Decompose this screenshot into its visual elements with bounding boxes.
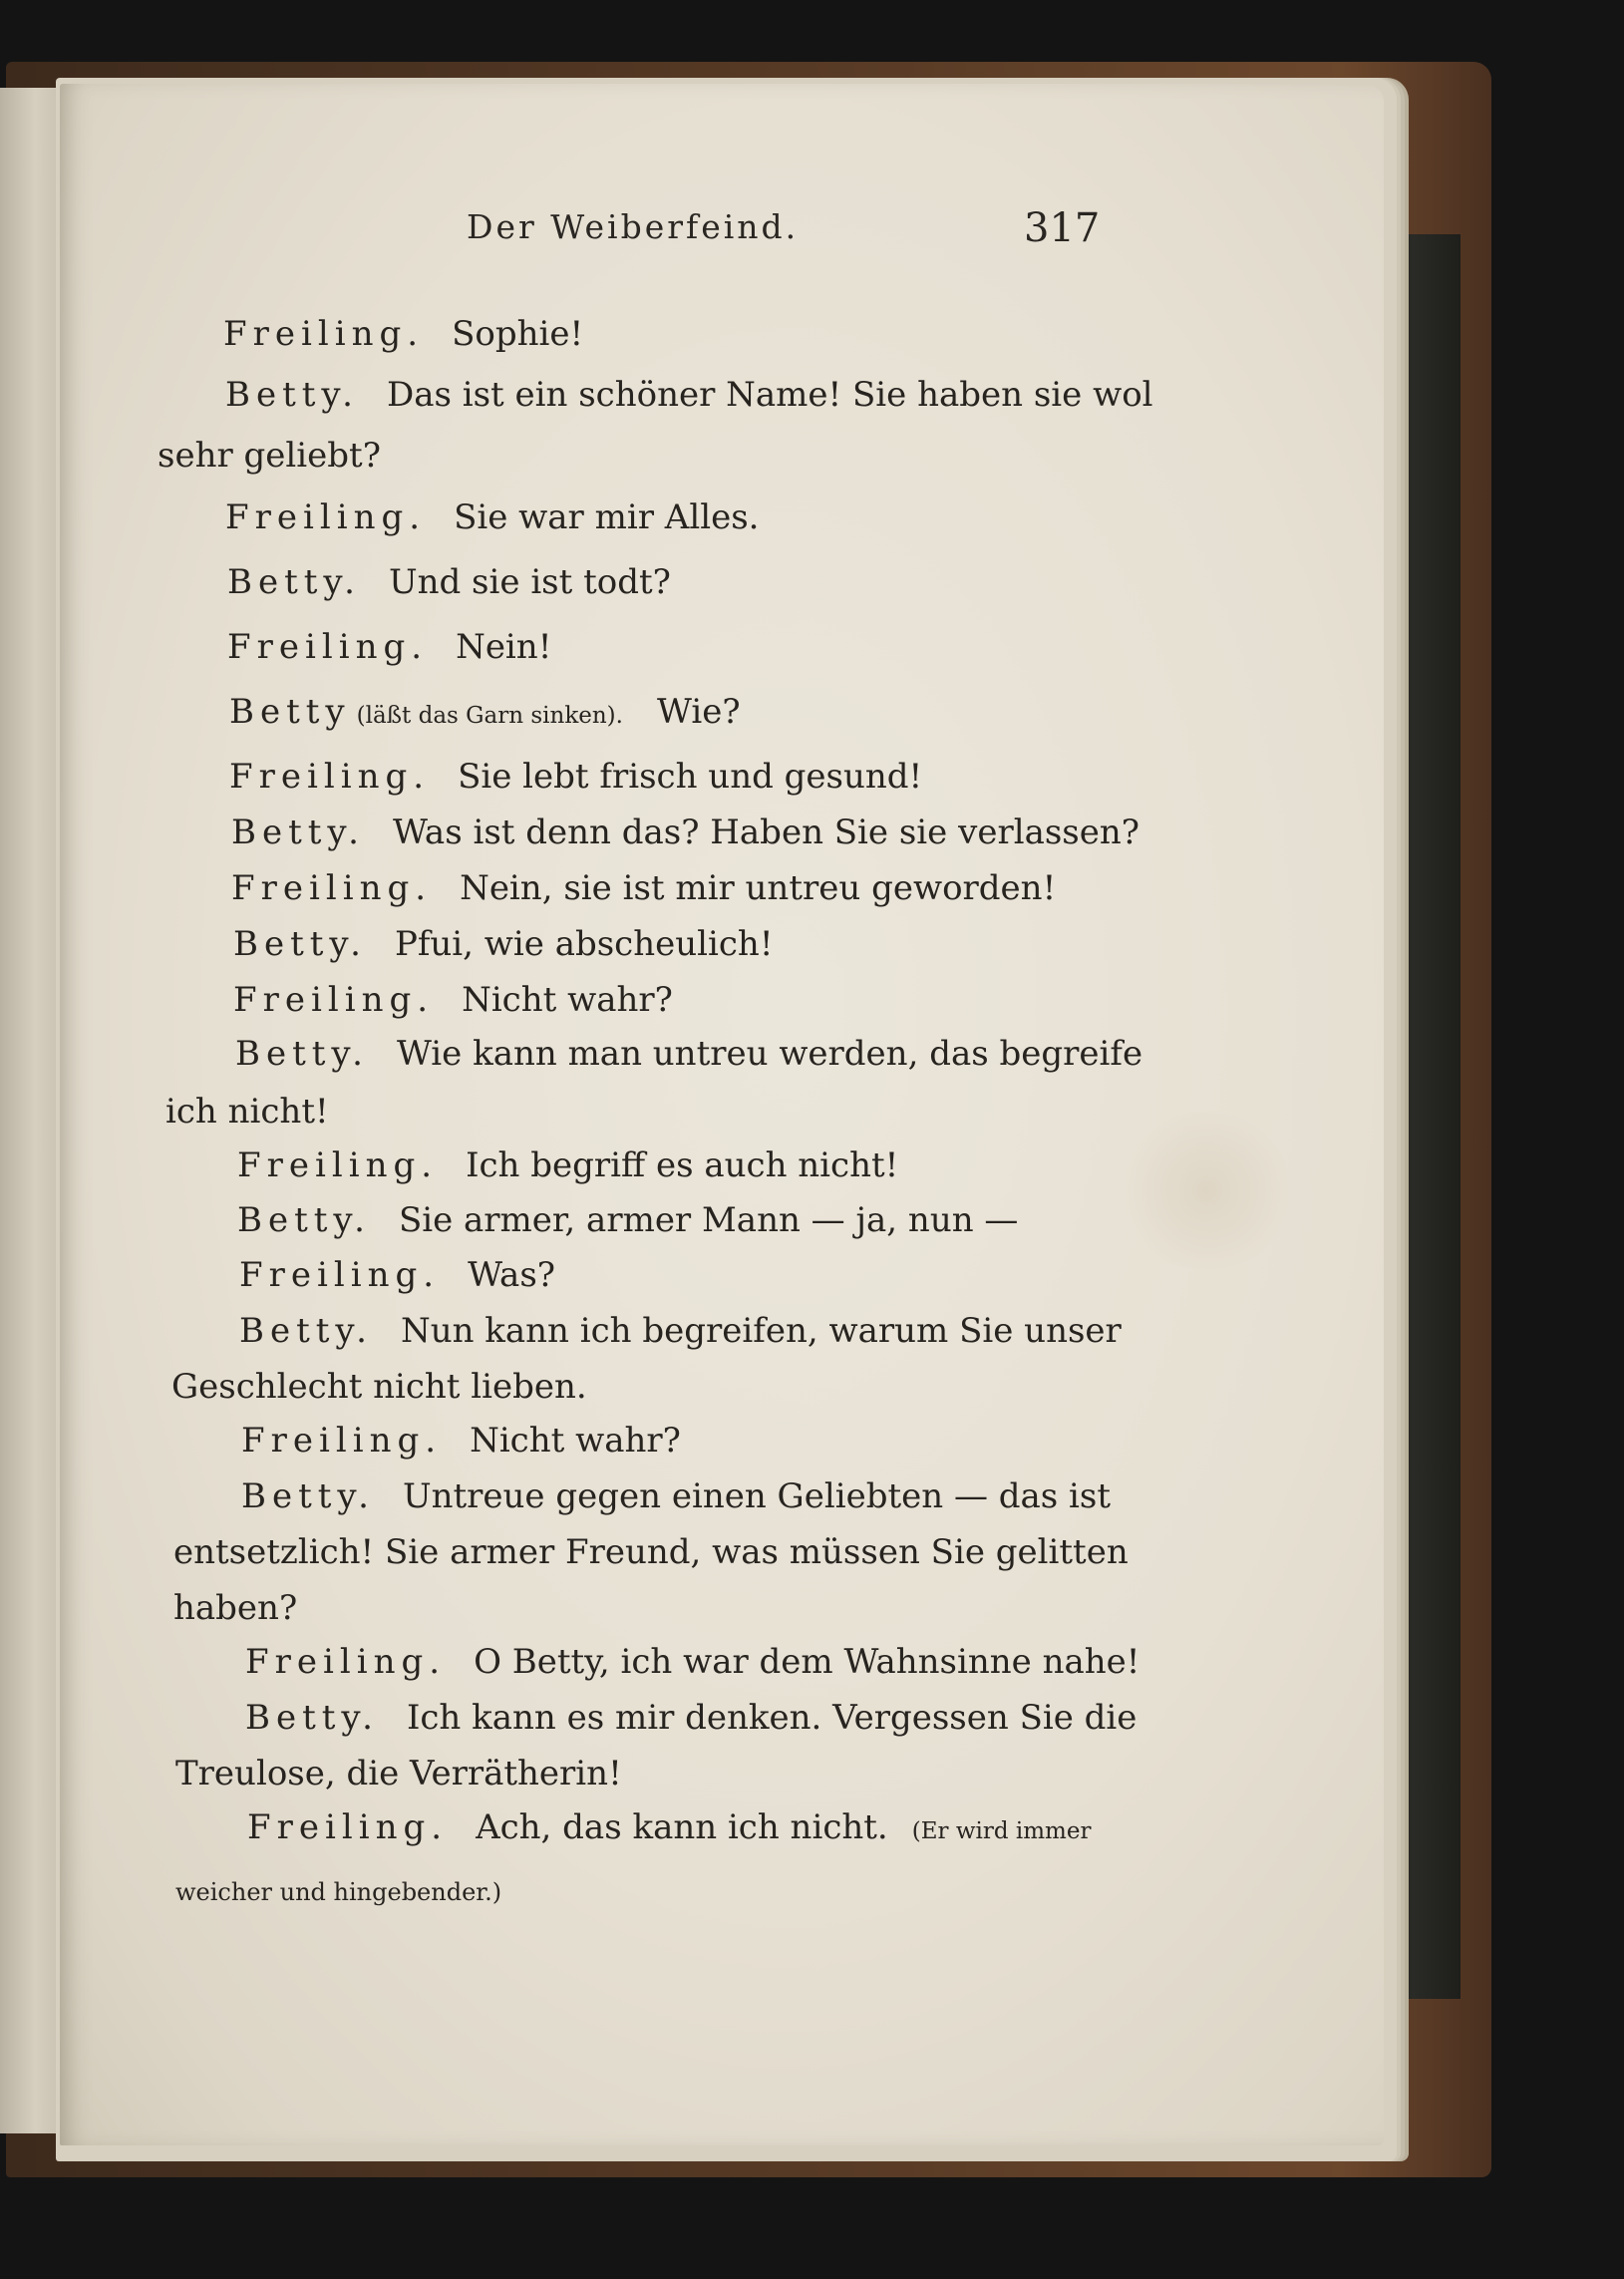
text-line — [173, 1532, 1129, 1572]
text-line — [241, 1421, 681, 1461]
speech-text: Treulose, die Verrätherin! — [175, 1754, 622, 1793]
text-line — [229, 757, 923, 797]
speech-text: Nein, sie ist mir untreu geworden! — [460, 868, 1057, 908]
speaker-name: Freiling. — [229, 757, 431, 797]
speaker-name: Freiling. — [225, 497, 427, 537]
stage-direction: (läßt das Garn sinken). — [356, 703, 623, 729]
speech-text: Untreue gegen einen Geliebten — das ist — [402, 1476, 1112, 1516]
text-line — [223, 314, 584, 354]
text-line — [165, 1092, 329, 1132]
speech-text: sehr geliebt? — [158, 436, 381, 476]
speaker-name: Betty. — [227, 562, 361, 602]
speech-text: Sie armer, armer Mann — ja, nun — — [398, 1200, 1019, 1240]
speech-text: Nein! — [456, 627, 552, 667]
text-line — [241, 1476, 1112, 1516]
speech-text: Ich begriff es auch nicht! — [466, 1145, 899, 1185]
speaker-name: Betty. — [225, 375, 359, 415]
text-line — [233, 924, 774, 964]
speaker-name: Freiling. — [227, 627, 429, 667]
text-line — [229, 692, 741, 732]
stage-direction: weicher und hingebender.) — [175, 1878, 502, 1906]
text-line — [245, 1698, 1137, 1738]
text-line — [247, 1807, 1097, 1847]
text-line — [237, 1145, 899, 1185]
speaker-name: Betty — [229, 692, 351, 732]
speaker-name: Freiling. — [239, 1255, 441, 1295]
stage-direction: (Er wird immer — [911, 1818, 1092, 1844]
speech-text: haben? — [173, 1588, 298, 1628]
page-number: 317 — [1024, 205, 1101, 251]
speech-text: Ach, das kann ich nicht. — [476, 1807, 888, 1847]
speech-text: Sie lebt frisch und gesund! — [458, 757, 923, 797]
speaker-name: Freiling. — [223, 314, 425, 354]
text-line — [227, 562, 671, 602]
speech-text: Sie war mir Alles. — [454, 497, 760, 537]
running-title: Der Weiberfeind. — [467, 207, 800, 246]
text-line — [237, 1200, 1019, 1240]
speaker-name: Betty. — [239, 1311, 373, 1351]
text-line — [227, 627, 552, 667]
text-line — [245, 1642, 1140, 1682]
speaker-name: Freiling. — [241, 1421, 443, 1461]
text-line — [225, 497, 760, 537]
speaker-name: Betty. — [231, 813, 365, 852]
text-line — [175, 1880, 501, 1904]
speech-text: Was ist denn das? Haben Sie sie verlassen? — [392, 813, 1139, 852]
text-line — [231, 813, 1139, 852]
text-line — [173, 1588, 298, 1628]
speech-text: Sophie! — [452, 314, 584, 354]
text-line — [158, 436, 381, 476]
speech-text: Pfui, wie abscheulich! — [394, 924, 774, 964]
speaker-name: Freiling. — [247, 1807, 449, 1847]
speaker-name: Betty. — [233, 924, 367, 964]
speaker-name: Betty. — [235, 1034, 369, 1074]
speech-text: Geschlecht nicht lieben. — [171, 1367, 587, 1407]
speaker-name: Freiling. — [231, 868, 433, 908]
text-line — [225, 375, 1153, 415]
speech-text: Und sie ist todt? — [388, 562, 671, 602]
speaker-name: Betty. — [241, 1476, 375, 1516]
speech-text: Ich kann es mir denken. Vergessen Sie die — [406, 1698, 1137, 1738]
speech-text: Was? — [468, 1255, 556, 1295]
speech-text: O Betty, ich war dem Wahnsinne nahe! — [474, 1642, 1140, 1682]
speech-text: Nun kann ich begreifen, warum Sie unser — [400, 1311, 1122, 1351]
text-line — [231, 868, 1057, 908]
speech-text: ich nicht! — [165, 1092, 329, 1132]
speech-text: Nicht wahr? — [462, 980, 673, 1020]
speaker-name: Freiling. — [237, 1145, 439, 1185]
text-line — [235, 1034, 1143, 1074]
text-line — [239, 1311, 1122, 1351]
speech-text: Wie kann man untreu werden, das begreife — [396, 1034, 1143, 1074]
text-line — [171, 1367, 587, 1407]
speaker-name: Freiling. — [233, 980, 435, 1020]
paper-stain — [1117, 1111, 1296, 1270]
text-line — [233, 980, 673, 1020]
speech-text: entsetzlich! Sie armer Freund, was müssen Sie gelitten — [173, 1532, 1129, 1572]
speech-text: Nicht wahr? — [470, 1421, 681, 1461]
text-line — [175, 1754, 622, 1793]
speech-text: Das ist ein schöner Name! Sie haben sie wol — [386, 375, 1153, 415]
text-line — [239, 1255, 556, 1295]
speaker-name: Betty. — [237, 1200, 371, 1240]
speaker-name: Betty. — [245, 1698, 379, 1738]
speech-text: Wie? — [656, 692, 741, 732]
speaker-name: Freiling. — [245, 1642, 447, 1682]
